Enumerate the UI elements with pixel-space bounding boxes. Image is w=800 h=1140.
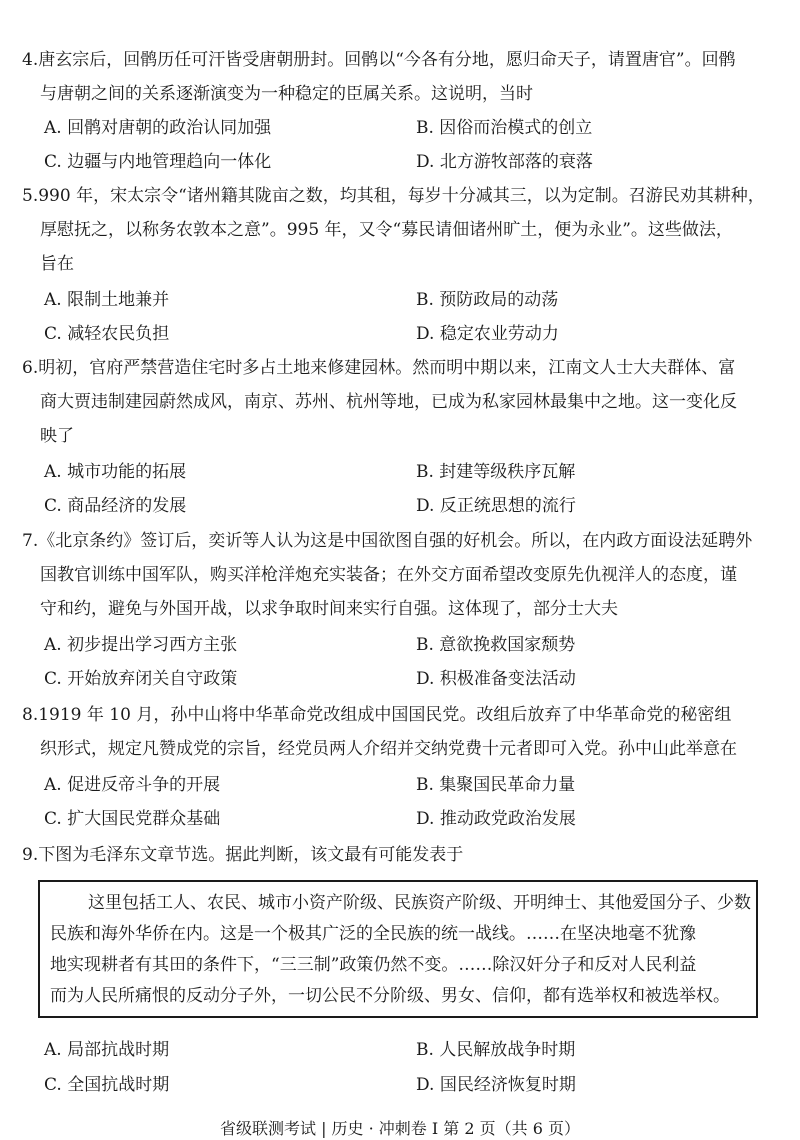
question-8-option-a: A. 促进反帝斗争的开展 [44,775,221,795]
question-8-option-d: D. 推动政党政治发展 [416,809,576,829]
question-7-stem-line-2: 国教官训练中国军队，购买洋枪洋炮充实装备；在外交方面希望改变原先仇视洋人的态度，谨 [40,565,737,585]
question-7-option-b: B. 意欲挽救国家颓势 [416,635,576,655]
question-8-stem-line-2: 织形式，规定凡赞成党的宗旨，经党员两人介绍并交纳党费十元者即可入党。孙中山此举意在 [40,739,737,759]
question-5-stem-line-2: 厚慰抚之，以称务农敦本之意”。995 年，又令“募民请佃诸州旷土，便为永业”。这些做法， [40,220,733,240]
quote-line-2: 民族和海外华侨在内。这是一个极其广泛的全民族的统一战线。……在坚决地毫不犹豫 [50,924,696,944]
question-4-option-d: D. 北方游牧部落的衰落 [416,152,593,172]
question-6-option-b: B. 封建等级秩序瓦解 [416,462,576,482]
question-4-option-a: A. 回鹘对唐朝的政治认同加强 [44,118,272,138]
question-8-stem-line-1: 8.1919 年 10 月，孙中山将中华革命党改组成中国国民党。改组后放弃了中华革命党的秘密组 [22,705,732,725]
question-5-option-b: B. 预防政局的动荡 [416,290,559,310]
question-4-option-b: B. 因俗而治模式的创立 [416,118,593,138]
question-9-option-a: A. 局部抗战时期 [44,1040,170,1060]
question-4-stem-line-2: 与唐朝之间的关系逐渐演变为一种稳定的臣属关系。这说明，当时 [40,84,533,104]
question-4-stem-line-1: 4.唐玄宗后，回鹘历任可汗皆受唐朝册封。回鹘以“今各有分地，愿归命天子，请置唐官”。回鹘 [22,50,736,70]
question-6-stem-line-1: 6.明初，官府严禁营造住宅时多占土地来修建园林。然而明中期以来，江南文人士大夫群体、富 [22,358,736,378]
question-6-stem-line-3: 映了 [40,426,74,446]
question-7-option-a: A. 初步提出学习西方主张 [44,635,238,655]
question-7-stem-line-1: 7.《北京条约》签订后，奕䜣等人认为这是中国欲图自强的好机会。所以，在内政方面设法延聘外 [22,531,753,551]
question-6-stem-line-2: 商大贾违制建园蔚然成风，南京、苏州、杭州等地，已成为私家园林最集中之地。这一变化反 [40,392,737,412]
question-9-option-c: C. 全国抗战时期 [44,1075,170,1095]
question-8-option-c: C. 扩大国民党群众基础 [44,809,221,829]
quote-excerpt-box [38,880,758,1018]
question-7-stem-line-3: 守和约，避免与外国开战，以求争取时间来实行自强。这体现了，部分士大夫 [40,599,618,619]
page-footer: 省级联测考试 | 历史 · 冲刺卷 I 第 2 页（共 6 页） [219,1119,581,1138]
question-6-option-a: A. 城市功能的拓展 [44,462,187,482]
question-5-option-c: C. 减轻农民负担 [44,324,170,344]
question-5-stem-line-3: 旨在 [40,254,74,274]
question-6-option-d: D. 反正统思想的流行 [416,496,576,516]
question-7-option-d: D. 积极准备变法活动 [416,669,576,689]
question-5-stem-line-1: 5.990 年，宋太宗令“诸州籍其陇亩之数，均其租，每岁十分减其三，以为定制。召游民劝其耕种， [22,186,765,206]
quote-line-4: 而为人民所痛恨的反动分子外，一切公民不分阶级、男女、信仰，都有选举权和被选举权。 [50,986,730,1006]
question-9-stem-line-1: 9.下图为毛泽东文章节选。据此判断，该文最有可能发表于 [22,845,464,865]
question-4-option-c: C. 边疆与内地管理趋向一体化 [44,152,272,172]
question-5-option-d: D. 稳定农业劳动力 [416,324,559,344]
question-7-option-c: C. 开始放弃闭关自守政策 [44,669,238,689]
question-9-option-b: B. 人民解放战争时期 [416,1040,576,1060]
question-6-option-c: C. 商品经济的发展 [44,496,187,516]
quote-line-3: 地实现耕者有其田的条件下，“三三制”政策仍然不变。……除汉奸分子和反对人民利益 [50,955,697,975]
question-5-option-a: A. 限制土地兼并 [44,290,170,310]
question-8-option-b: B. 集聚国民革命力量 [416,775,576,795]
question-9-option-d: D. 国民经济恢复时期 [416,1075,576,1095]
quote-line-1: 这里包括工人、农民、城市小资产阶级、民族资产阶级、开明绅士、其他爱国分子、少数 [88,893,751,913]
